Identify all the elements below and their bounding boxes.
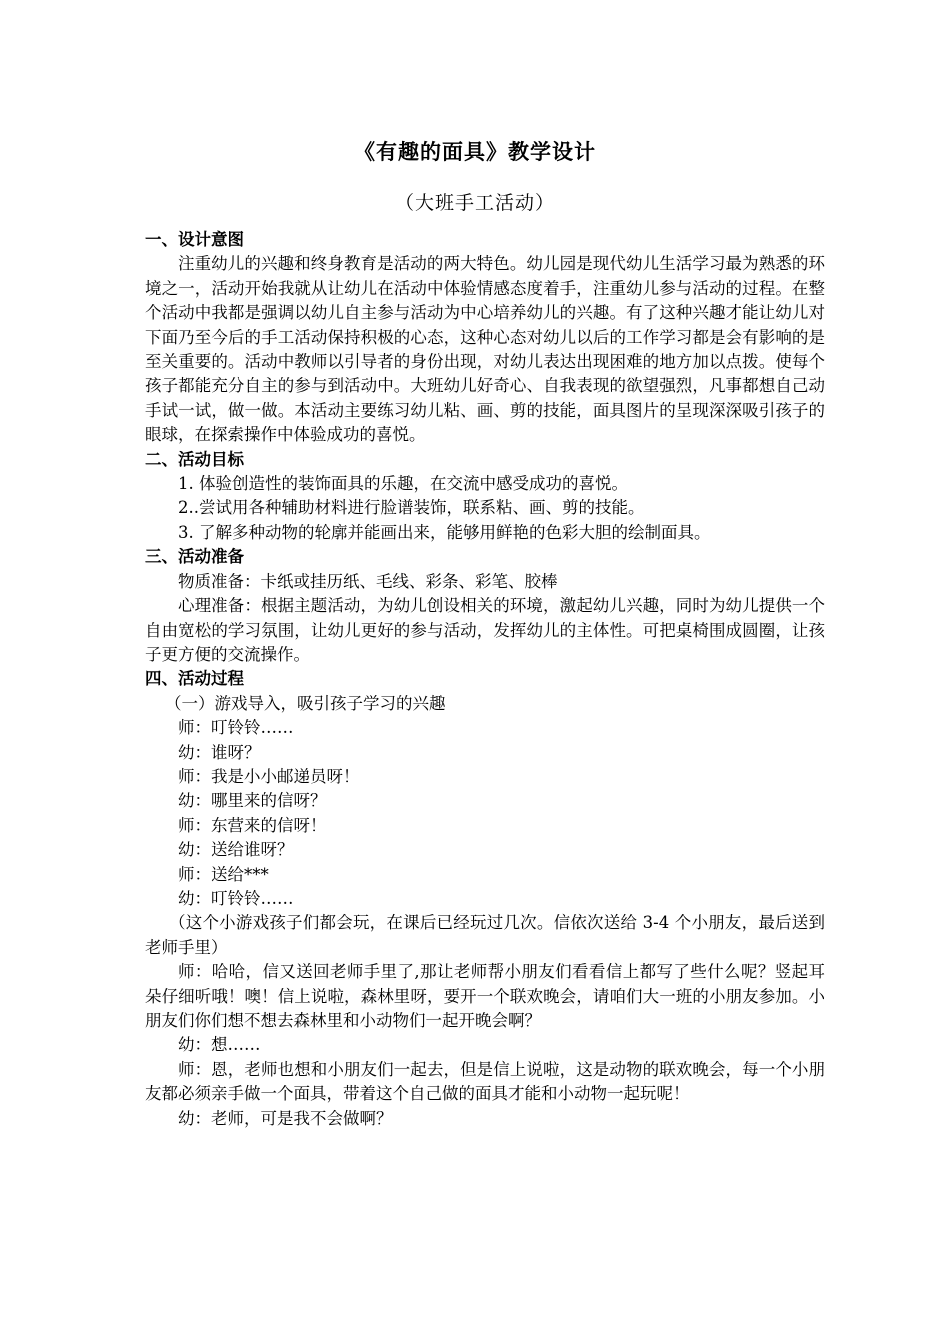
dialogue-line: 师：叮铃铃…… <box>178 718 294 738</box>
section-heading-goals: 二、活动目标 <box>145 449 244 469</box>
child-speech: 幼：老师，可是我不会做啊？ <box>178 1108 393 1128</box>
dialogue-line: 幼：谁呀？ <box>178 742 261 762</box>
dialogue-line: 师：我是小小邮递员呀！ <box>178 766 360 786</box>
dialogue-line: 师：东营来的信呀！ <box>178 815 327 835</box>
dialogue-line: 幼：哪里来的信呀？ <box>178 791 327 811</box>
dialogue-line: 幼：送给谁呀？ <box>178 840 294 860</box>
goal-item: 1. 体验创造性的装饰面具的乐趣，在交流中感受成功的喜悦。 <box>178 474 628 494</box>
section-heading-process: 四、活动过程 <box>145 669 244 689</box>
dialogue-line: 幼：叮铃铃…… <box>178 888 294 908</box>
document-body <box>145 228 825 1131</box>
goal-item: 2..尝试用各种辅助材料进行脸谱装饰，联系粘、画、剪的技能。 <box>178 498 645 518</box>
subsection-heading: （一）游戏导入，吸引孩子学习的兴趣 <box>165 693 446 713</box>
game-note: （这个小游戏孩子们都会玩，在课后已经玩过几次。信依次送给 3-4 个小朋友，最后送到老师手里） <box>145 913 825 957</box>
document-title: 《有趣的面具》教学设计 <box>354 140 596 164</box>
mental-preparation: 心理准备：根据主题活动，为幼儿创设相关的环境，激起幼儿兴趣，同时为幼儿提供一个自由宽松的学习氛围，让幼儿更好的参与活动，发挥幼儿的主体性。可把桌椅围成圆圈，让孩子更方便的交流操作。 <box>145 596 825 664</box>
goal-item: 3. 了解多种动物的轮廓并能画出来，能够用鲜艳的色彩大胆的绘制面具。 <box>178 522 711 542</box>
child-speech: 幼：想…… <box>178 1035 261 1055</box>
section-heading-preparation: 三、活动准备 <box>145 547 244 567</box>
document-subtitle: （大班手工活动） <box>394 192 555 214</box>
material-preparation: 物质准备：卡纸或挂历纸、毛线、彩条、彩笔、胶棒 <box>178 571 558 591</box>
teacher-speech: 师：恩，老师也想和小朋友们一起去，但是信上说啦，这是动物的联欢晚会，每一个小朋友都必须亲手做一个面具，带着这个自己做的面具才能和小动物一起玩呢！ <box>145 1059 825 1104</box>
dialogue-line: 师：送给*** <box>178 864 269 884</box>
teacher-speech: 师：哈哈，信又送回老师手里了,那让老师帮小朋友们看看信上都写了些什么呢？竖起耳朵仔细听哦！噢！信上说啦，森林里呀，要开一个联欢晚会，请咱们大一班的小朋友参加。小朋友们你们想不想去森林里和小动物们一起开晚会啊？ <box>145 962 825 1030</box>
section-heading-design-intent: 一、设计意图 <box>145 230 244 249</box>
design-intent-paragraph: 注重幼儿的兴趣和终身教育是活动的两大特色。幼儿园是现代幼儿生活学习最为熟悉的环境之一，活动开始我就从让幼儿在活动中体验情感态度着手，注重幼儿参与活动的过程。在整个活动中我都是强调以幼儿自主参与活动为中心培养幼儿的兴趣。有了这种兴趣才能让幼儿对下面乃至今后的手工活动保持积极的心态，这种心态对幼儿以后的工作学习都是会有影响的是至关重要的。活动中教师以引导者的身份出现，对幼儿表达出现困难的地方加以点拨。使每个孩子都能充分自主的参与到活动中。大班幼儿好奇心、自我表现的欲望强烈，凡事都想自己动手试一试，做一做。本活动主要练习幼儿粘、画、剪的技能，面具图片的呈现深深吸引孩子的眼球，在探索操作中体验成功的喜悦。 <box>145 254 825 445</box>
